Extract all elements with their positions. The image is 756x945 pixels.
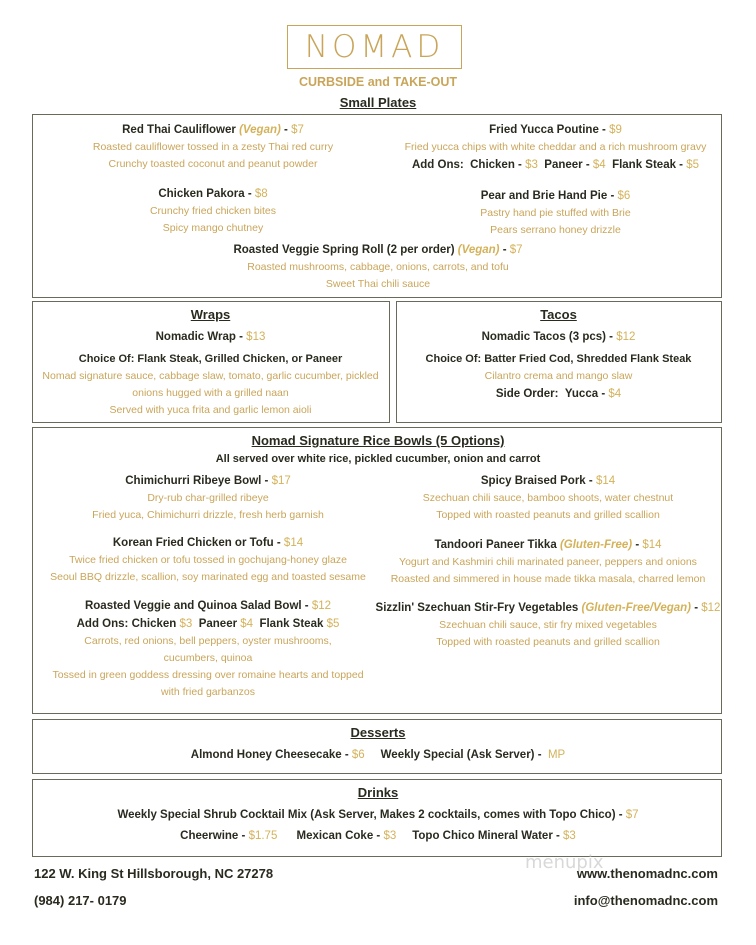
footer-website[interactable]: www.thenomadnc.com [576,866,718,881]
nomadic-wrap: Nomadic Wrap - $13 [155,331,266,343]
rice-bowls-intro: All served over white rice, pickled cucumber, onion and carrot [215,453,541,465]
spicy-braised-pork: Spicy Braised Pork - $14 Szechuan chili sauce, bamboo shoots, water chestnut Topped with roasted peanuts and grilled scallion [422,475,674,521]
small-plates-section [32,114,722,298]
nomadic-tacos: Nomadic Tacos (3 pcs) - $12 [481,331,636,343]
nomad-logo [287,25,462,69]
drinks-section [32,779,722,857]
korean-fried-chicken: Korean Fried Chicken or Tofu - $14 Twice fried chicken or tofu tossed in gochujang-honey glaze Seoul BBQ drizzle, scallion, soy marinated egg and toasted sesame [50,537,366,583]
shrub-cocktail: Weekly Special Shrub Cocktail Mix (Ask Server, Makes 2 cocktails, comes with Topo Chico) - $7 [117,809,639,821]
taco-choice: Choice Of: Batter Fried Cod, Shredded Flank Steak [425,353,692,365]
footer-phone[interactable]: (984) 217- 0179 [34,893,127,908]
menupix-watermark: menupix [525,852,604,873]
wraps-title: Wraps [190,307,231,322]
drink-items: Cheerwine - $1.75 Mexican Coke - $3 Topo Chico Mineral Water - $3 [180,830,576,842]
tandoori-paneer-tikka: Tandoori Paneer Tikka (Gluten-Free) - $14 Yogurt and Kashmiri chili marinated paneer, peppers and onions Roasted and simmered in house made tikka masala, charred lemon [390,539,706,585]
pear-brie-hand-pie: Pear and Brie Hand Pie - $6 Pastry hand pie stuffed with Brie Pears serrano honey drizzle [480,190,631,236]
desserts-title: Desserts [350,725,406,740]
chicken-pakora: Chicken Pakora - $8 Crunchy fried chicken bites Spicy mango chutney [149,188,277,234]
footer-email[interactable]: info@thenomadnc.com [573,893,718,908]
taco-side-order: Side Order: Yucca - $4 [495,388,622,400]
fried-yucca-poutine: Fried Yucca Poutine - $9 Fried yucca chips with white cheddar and a rich mushroom gravy Add Ons: Chicken - $3 Paneer - $4 Flank Steak - $5 [404,124,707,171]
subtitle: CURBSIDE and TAKE-OUT [298,75,458,89]
rice-bowls-section [32,427,722,714]
tacos-section: Tacos Nomadic Tacos (3 pcs) - $12 Choice Of: Batter Fried Cod, Shredded Flank Steak Cilantro crema and mango slaw Side Order: Yucca - $4 [396,301,722,423]
logo-text: NOMAD [304,29,445,65]
szechuan-stir-fry: Sizzlin' Szechuan Stir-Fry Vegetables (Gluten-Free/Vegan) - $12 Szechuan chili sauce, stir fry mixed vegetables Topped with roasted peanuts and grilled scallion [375,602,721,648]
veggie-spring-roll: Roasted Veggie Spring Roll (2 per order) (Vegan) - $7 Roasted mushrooms, cabbage, onions, carrots, and tofu Sweet Thai chili sauce [233,244,523,290]
red-thai-cauliflower: Red Thai Cauliflower (Vegan) - $7 Roasted cauliflower tossed in a zesty Thai red curry Crunchy toasted coconut and peanut powder [92,124,334,170]
dessert-items: Almond Honey Cheesecake - $6 Weekly Special (Ask Server) - MP [190,749,566,761]
wraps-section: Wraps Nomadic Wrap - $13 Choice Of: Flank Steak, Grilled Chicken, or Paneer Nomad signature sauce, cabbage slaw, tomato, garlic cucumber, pickled onions hugged with a grilled naan Served with yuca frita and garlic lemon aioli [32,301,390,423]
small-plates-title: Small Plates [339,95,417,110]
tacos-title: Tacos [540,307,577,322]
wrap-choice: Choice Of: Flank Steak, Grilled Chicken, or Paneer [78,353,343,365]
rice-bowls-title: Nomad Signature Rice Bowls (5 Options) [251,433,505,448]
desserts-section [32,719,722,774]
footer-address: 122 W. King St Hillsborough, NC 27278 [34,866,274,881]
chimichurri-ribeye-bowl: Chimichurri Ribeye Bowl - $17 Dry-rub char-grilled ribeye Fried yuca, Chimichurri drizzle, fresh herb garnish [92,475,324,521]
drinks-title: Drinks [357,785,399,800]
veggie-quinoa-bowl: Roasted Veggie and Quinoa Salad Bowl - $12 Add Ons: Chicken $3 Paneer $4 Flank Steak $5 Carrots, red onions, bell peppers, oyster mushrooms, cucumbers, quinoa Tossed in green goddess dressing over romaine hearts and topped with fried garbanzos [52,600,364,698]
